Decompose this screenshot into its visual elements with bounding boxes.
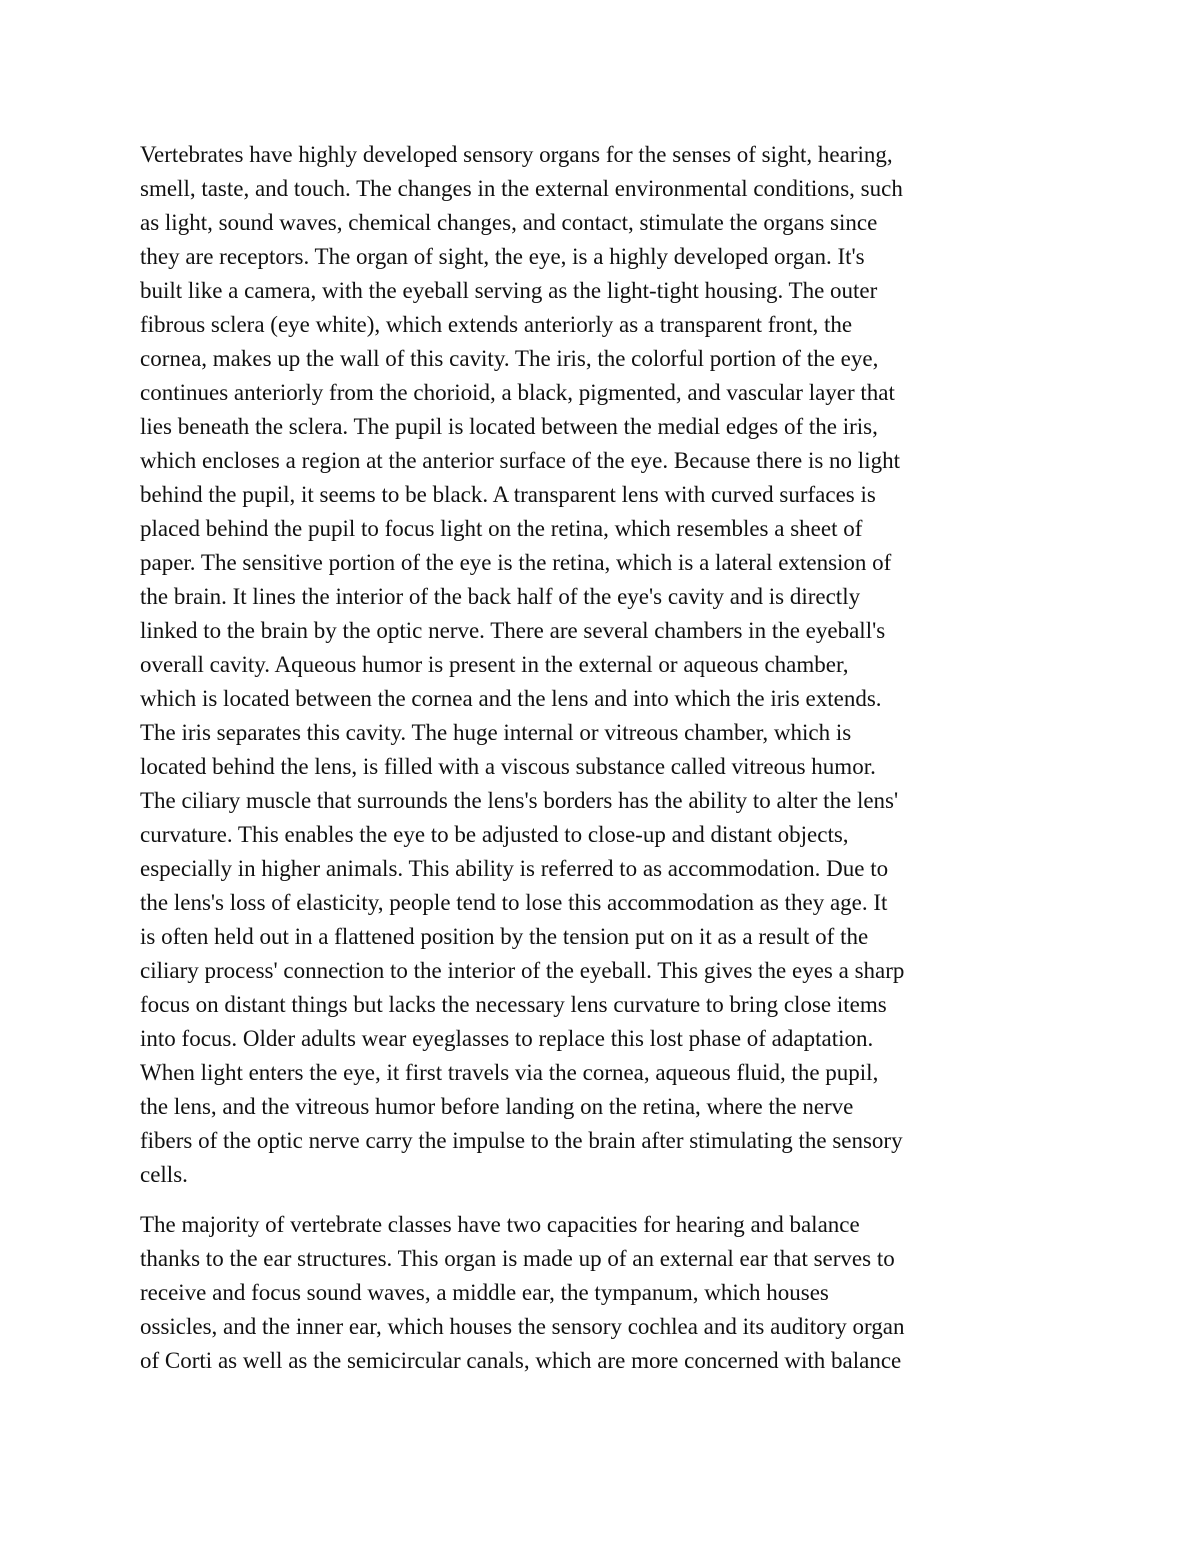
text-line: into focus. Older adults wear eyeglasses to replace this lost phase of adaptation. (140, 1026, 874, 1051)
text-line: linked to the brain by the optic nerve. There are several chambers in the eyeball's (140, 618, 886, 643)
text-line: as light, sound waves, chemical changes, and contact, stimulate the organs since (140, 210, 878, 235)
text-line: continues anteriorly from the chorioid, a black, pigmented, and vascular layer that (140, 380, 895, 405)
text-line: thanks to the ear structures. This organ is made up of an external ear that serves to (140, 1246, 895, 1271)
text-line: ossicles, and the inner ear, which houses the sensory cochlea and its auditory organ (140, 1314, 905, 1339)
text-line: cornea, makes up the wall of this cavity. The iris, the colorful portion of the eye, (140, 346, 879, 371)
text-line: the lens's loss of elasticity, people tend to lose this accommodation as they age. It (140, 890, 888, 915)
text-line: lies beneath the sclera. The pupil is located between the medial edges of the iris, (140, 414, 878, 439)
text-line: which encloses a region at the anterior surface of the eye. Because there is no light (140, 448, 900, 473)
text-line: When light enters the eye, it first travels via the cornea, aqueous fluid, the pupil, (140, 1060, 879, 1085)
text-line: overall cavity. Aqueous humor is present in the external or aqueous chamber, (140, 652, 849, 677)
text-line: which is located between the cornea and the lens and into which the iris extends. (140, 686, 882, 711)
text-line: built like a camera, with the eyeball serving as the light-tight housing. The outer (140, 278, 878, 303)
text-line: The majority of vertebrate classes have two capacities for hearing and balance (140, 1212, 860, 1237)
text-line: the lens, and the vitreous humor before landing on the retina, where the nerve (140, 1094, 854, 1119)
text-line: paper. The sensitive portion of the eye is the retina, which is a lateral extension of (140, 550, 892, 575)
text-line: the brain. It lines the interior of the back half of the eye's cavity and is directly (140, 584, 861, 609)
text-line: fibers of the optic nerve carry the impulse to the brain after stimulating the sensory (140, 1128, 903, 1153)
text-line: cells. (140, 1162, 188, 1187)
text-line: of Corti as well as the semicircular canals, which are more concerned with balance (140, 1348, 902, 1373)
text-line: especially in higher animals. This ability is referred to as accommodation. Due to (140, 856, 889, 881)
text-line: is often held out in a flattened position by the tension put on it as a result of the (140, 924, 869, 949)
text-line: The ciliary muscle that surrounds the lens's borders has the ability to alter the lens' (140, 788, 899, 813)
text-line: placed behind the pupil to focus light on the retina, which resembles a sheet of (140, 516, 863, 541)
text-line: The iris separates this cavity. The huge internal or vitreous chamber, which is (140, 720, 852, 745)
text-line: fibrous sclera (eye white), which extends anteriorly as a transparent front, the (140, 312, 853, 337)
paragraph-1 (140, 138, 1060, 1192)
text-line: receive and focus sound waves, a middle ear, the tympanum, which houses (140, 1280, 829, 1305)
text-line: focus on distant things but lacks the necessary lens curvature to bring close items (140, 992, 887, 1017)
text-line: they are receptors. The organ of sight, the eye, is a highly developed organ. It's (140, 244, 865, 269)
text-line: Vertebrates have highly developed sensory organs for the senses of sight, hearing, (140, 142, 893, 167)
text-line: curvature. This enables the eye to be adjusted to close-up and distant objects, (140, 822, 849, 847)
text-line: ciliary process' connection to the interior of the eyeball. This gives the eyes a sharp (140, 958, 905, 983)
document-body (140, 138, 1060, 1378)
text-line: behind the pupil, it seems to be black. A transparent lens with curved surfaces is (140, 482, 876, 507)
text-line: located behind the lens, is filled with a viscous substance called vitreous humor. (140, 754, 876, 779)
text-line: smell, taste, and touch. The changes in the external environmental conditions, such (140, 176, 903, 201)
paragraph-2 (140, 1208, 1060, 1378)
